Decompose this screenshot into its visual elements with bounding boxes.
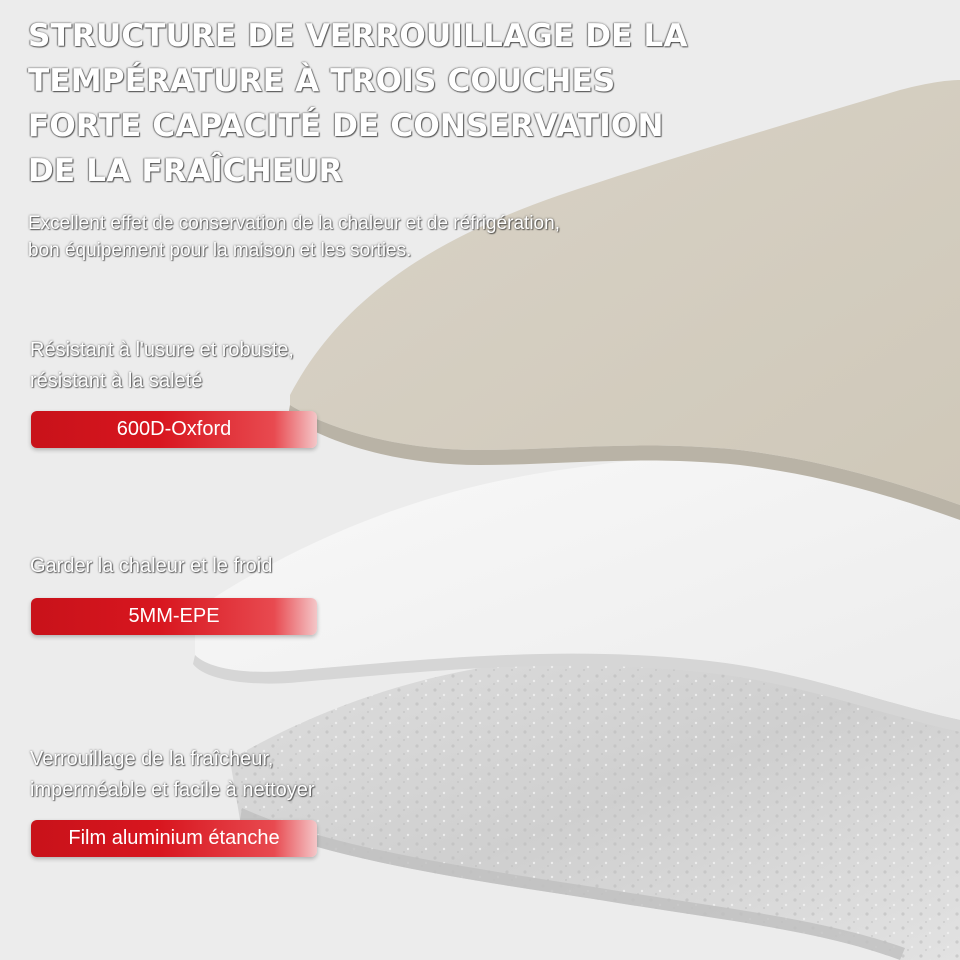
badge-600d-oxford: 600D-Oxford [31, 411, 317, 448]
feature-aluminium-description [30, 744, 315, 806]
badge-5mm-epe: 5MM-EPE [31, 598, 317, 635]
heading-line: STRUCTURE DE VERROUILLAGE DE LA [28, 18, 688, 54]
heading-line: TEMPÉRATURE À TROIS COUCHES [28, 63, 616, 99]
heading-line: FORTE CAPACITÉ DE CONSERVATION [28, 108, 664, 144]
feature-oxford-description [30, 335, 294, 397]
badge-aluminium-film: Film aluminium étanche [31, 820, 317, 857]
intro-text [28, 210, 560, 264]
feature-line: Résistant à l'usure et robuste, [30, 339, 294, 361]
feature-epe-description [30, 551, 272, 582]
intro-line: Excellent effet de conservation de la chaleur et de réfrigération, [28, 213, 560, 234]
heading-line: DE LA FRAÎCHEUR [28, 153, 343, 189]
feature-line: Garder la chaleur et le froid [30, 555, 273, 577]
feature-line: résistant à la saleté [30, 370, 203, 392]
feature-line: imperméable et facile à nettoyer [30, 779, 315, 801]
page-heading [28, 14, 688, 194]
intro-line: bon équipement pour la maison et les sorties. [28, 240, 412, 261]
aluminium-film-layer [230, 659, 960, 960]
feature-line: Verrouillage de la fraîcheur, [30, 748, 274, 770]
